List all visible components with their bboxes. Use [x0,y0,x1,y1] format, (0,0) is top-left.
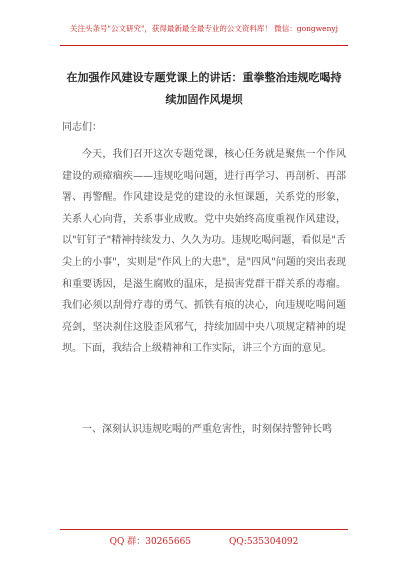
footer-qq-group: QQ 群：30265665 [109,537,192,547]
footer-divider [60,529,348,530]
footer-qq: QQ:535304092 [229,537,299,547]
document-title: 在加强作风建设专题党课上的讲话：重拳整治违规吃喝持续加固作风堤坝 [66,71,342,106]
header-divider [60,45,348,46]
salutation: 同志们： [62,122,102,133]
body-paragraph: 今天，我们召开这次专题党课，核心任务就是聚焦一个作风建设的顽瘴痼疾——违规吃喝问题，进行再学习、再剖析、再部署、再警醒。作风建设是党的建设的永恒课题，关系党的形象，关系人心向背，关系事业成败。党中央始终高度重视作风建设，以"钉钉子"精神持续发力、久久为功。违规吃喝问题，看似是"舌尖上的小事"，实则是"作风上的大患"，是"四风"问题的突出表现和重要诱因，是滋生腐败的温床，是损害党群干群关系的毒瘤。我们必须以刮骨疗毒的勇气、抓铁有痕的决心，向违规吃喝问题亮剑，坚决刹住这股歪风邪气，持续加固中央八项规定精神的堤坝。下面，我结合上级精神和工作实际，讲三个方面的意见。 [62,149,346,355]
header-banner: 关注头条号"公文研究"，获得最新最全最专业的公文资料库！ 微信：gongwenyj [70,24,338,33]
section-heading: 一、深刻认识违规吃喝的严重危害性，时刻保持警钟长鸣 [82,424,332,435]
footer [0,534,408,547]
